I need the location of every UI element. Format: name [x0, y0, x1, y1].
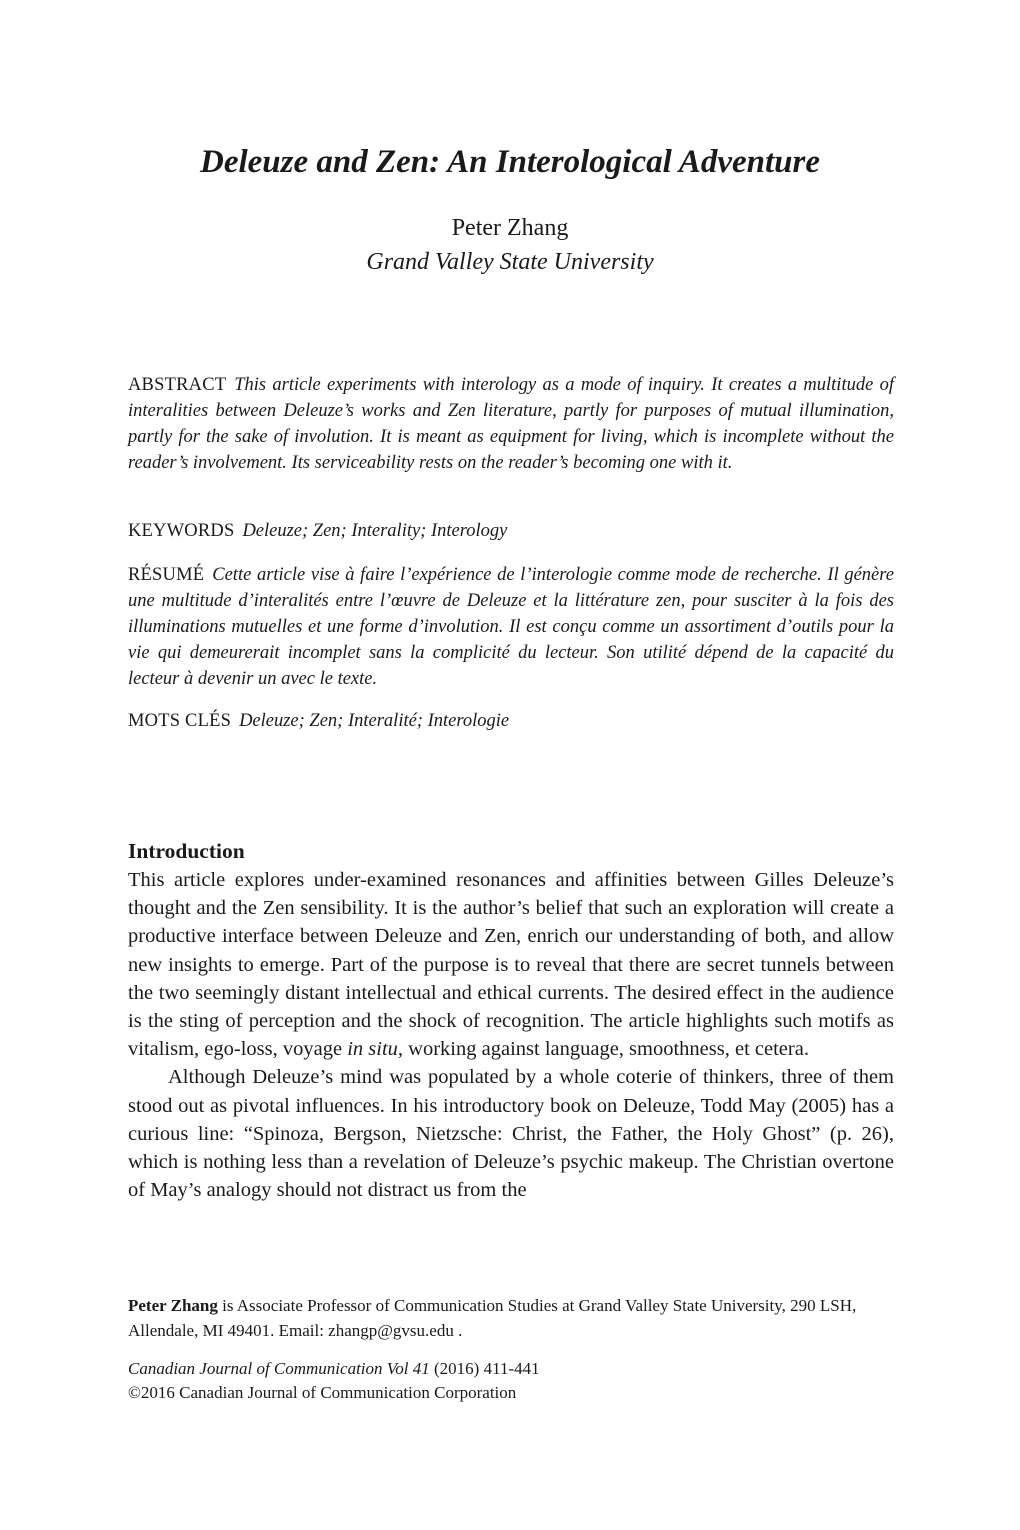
keywords-text: Deleuze; Zen; Interality; Interology: [242, 521, 508, 541]
resume-label: RÉSUMÉ: [128, 565, 205, 585]
author-name: Peter Zhang: [451, 215, 569, 241]
mots-cles-text: Deleuze; Zen; Interalité; Interologie: [239, 711, 510, 731]
article-title: Deleuze and Zen: An Interological Adventure: [200, 144, 820, 180]
introduction-paragraph-1: [128, 866, 894, 1063]
introduction-body: [128, 866, 894, 1204]
introduction-paragraph-2: Although Deleuze’s mind was populated by a whole coterie of thinkers, three of them stood out as pivotal influences. In his introductory book on Deleuze, Todd May (2005) has a curious line: “Spinoza, Bergson, Nietzsche: Christ, the Father, the Holy Ghost” (p. 26), which is nothing less than a revelation of Deleuze’s psychic makeup. The Christian overtone of May’s analogy should not distract us from the: [128, 1066, 894, 1202]
paragraph-1-italic: in situ,: [347, 1038, 404, 1061]
footnote-author-name: Peter Zhang: [128, 1296, 218, 1315]
mots-cles-label: MOTS CLÉS: [128, 711, 232, 731]
paragraph-1-text-a: This article explores under-examined resonances and affinities between Gilles Deleuze’s thought and the Zen sensibility. It is the author’s belief that such an exploration will create a productive interface between Deleuze and Zen, enrich our understanding of both, and allow new insights to emerge. Part of the purpose is to reveal that there are secret tunnels between the two seemingly distant intellectual and ethical currents. The desired effect in the audience is the sting of perception and the shock of recognition. The article highlights such motifs as vitalism, ego-loss, voyage: [128, 869, 894, 1061]
paragraph-1-text-b: working against language, smoothness, et cetera.: [403, 1038, 809, 1061]
journal-name: Canadian Journal of Communication Vol 41: [128, 1359, 430, 1378]
mots-cles-block: [128, 708, 894, 734]
author-footnote: [128, 1293, 896, 1343]
citation-details: (2016) 411-441: [429, 1359, 540, 1378]
abstract-block: [128, 372, 894, 476]
keywords-label: KEYWORDS: [128, 521, 235, 541]
resume-text: Cette article vise à faire l’expérience de l’interologie comme mode de recherche. Il génère une multitude d’interalités entre l’œuvre de Deleuze et la littérature zen, pour susciter à la fois des illuminations mutuelles et une forme d’involution. Il est conçu comme un assortiment d’outils pour la vie qui demeurerait incomplet sans la complicité du lecteur. Son utilité dépend de la capacité du lecteur à devenir un avec le texte.: [128, 565, 894, 689]
keywords-block: [128, 518, 894, 544]
journal-citation: [128, 1357, 896, 1405]
author-affiliation: Grand Valley State University: [366, 249, 654, 275]
citation-line: [128, 1357, 896, 1381]
abstract-label: ABSTRACT: [128, 375, 227, 395]
footnote-text: is Associate Professor of Communication Studies at Grand Valley State University, 290 LSH, Allendale, MI 49401. Email: zhangp@gvsu.edu .: [128, 1296, 857, 1340]
copyright-line: ©2016 Canadian Journal of Communication Corporation: [128, 1383, 517, 1402]
resume-block: [128, 562, 894, 692]
abstract-text: This article experiments with interology as a mode of inquiry. It creates a multitude of interalities between Deleuze’s works and Zen literature, partly for purposes of mutual illumination, partly for the sake of involution. It is meant as equipment for living, which is incomplete without the reader’s involvement. Its serviceability rests on the reader’s becoming one with it.: [128, 375, 894, 473]
section-heading-introduction: Introduction: [128, 839, 245, 863]
